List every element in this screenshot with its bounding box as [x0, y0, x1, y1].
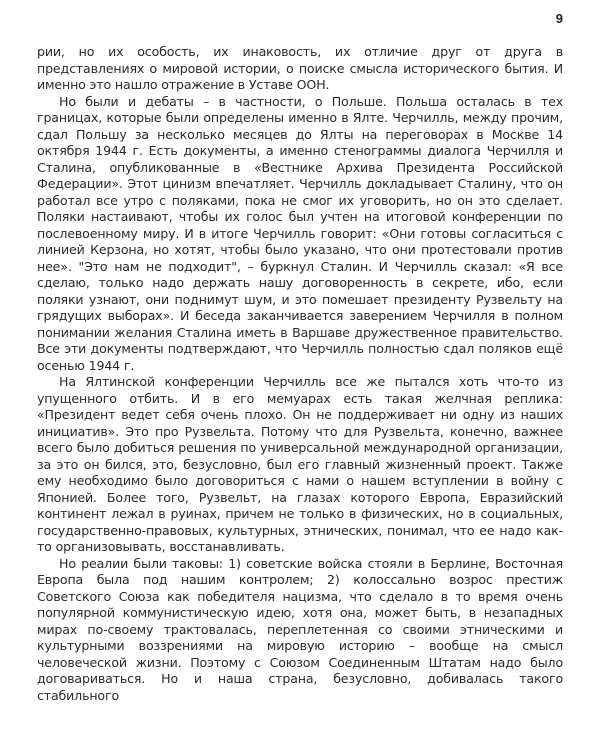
paragraph-3: На Ялтинской конференции Черчилль все же пытался хоть что-то из упущенного отбить. И в его мемуарах есть такая желчная реплика: «Президент ведет себя очень плохо. Он не поддерживает ни одну из наших инициатив». Это про Рузвельта. Потому что для Рузвельта, конечно, важнее всего было добиться решения по универсальной международной организации, за это он бился, это, безусловно, был его главный жизненный проект. Также ему необходимо было договориться с нами о нашем вступлении в войну с Японией. Более того, Рузвельт, на глазах которого Европа, Евразийский континент лежал в руинах, причем не только в физических, но в социальных, государственно-правовых, культурных, этнических, понимал, что ее надо как-то организовывать, восстанавливать.: [37, 374, 563, 554]
document-body: [37, 44, 563, 704]
paragraph-2: Но были и дебаты – в частности, о Польше. Польша осталась в тех границах, которые были определены именно в Ялте. Черчилль, между прочим, сдал Польшу за несколько месяцев до Ялты на переговорах в Москве 14 октября 1944 г. Есть документы, а именно стенограммы диалога Черчилля и Сталина, опубликованные в «Вестнике Архива Президента Российской Федерации». Этот цинизм впечатляет. Черчилль докладывает Сталину, что он работал все утро с поляками, пока не смог их уговорить, но он это сделает. Поляки настаивают, чтобы их голос был учтен на итоговой конференции по послевоенному миру. И в итоге Черчилль говорит: «Они готовы согласиться с линией Керзона, но хотят, чтобы было указано, что они протестовали против нее». "Это нам не подходит", – буркнул Сталин. И Черчилль сказал: «Я все сделаю, только надо держать нашу договоренность в секрете, ибо, если поляки узнают, они поднимут шум, и это помешает президенту Рузвельту на грядущих выборах». И беседа заканчивается заверением Черчилля в полном понимании желания Сталина иметь в Варшаве дружественное правительство. Все эти документы подтверждают, что Черчилль полностью сдал поляков ещё осенью 1944 г.: [37, 93, 563, 373]
paragraph-1: рии, но их особость, их инаковость, их отличие друг от друга в представлениях о мировой истории, о поиске смысла исторического бытия. И именно это нашло отражение в Уставе ООН.: [37, 44, 563, 92]
paragraph-4: Но реалии были таковы: 1) советские войска стояли в Берлине, Восточная Европа была под нашим контролем; 2) колоссально возрос престиж Советского Союза как победителя нацизма, что сделало в то время очень популярной коммунистическую идею, хотя она, может быть, в незападных мирах по-своему трактовалась, переплетенная со своими этническими и культурными воззрениями на мировую историю – вообще на смысл человеческой жизни. Поэтому с Союзом Соединенным Штатам надо было договариваться. Но и наша страна, безусловно, добивалась такого стабильного: [37, 555, 563, 703]
page-number: 9: [555, 11, 563, 26]
